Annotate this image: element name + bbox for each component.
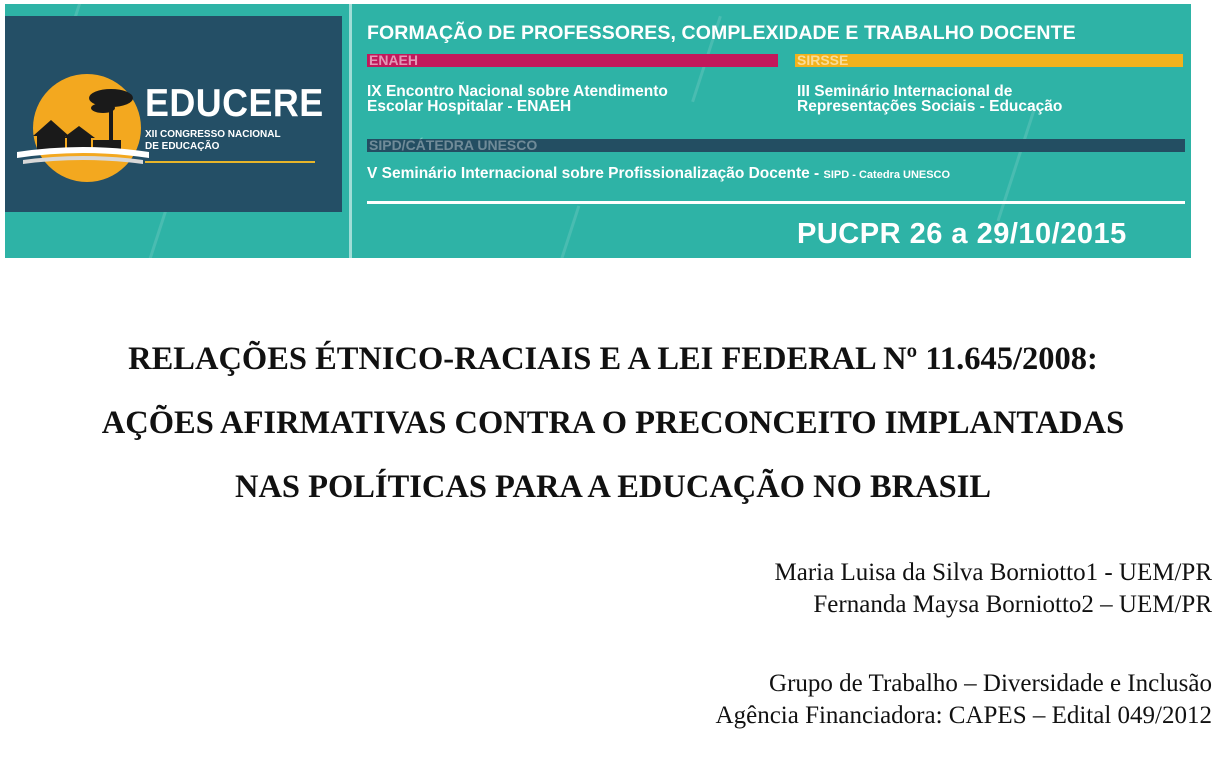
enaeh-bar [367, 54, 778, 67]
event-banner [5, 4, 1191, 258]
sipd-bar [367, 139, 1185, 152]
enaeh-line2: Escolar Hospitalar - ENAEH [367, 98, 572, 115]
banner-divider [349, 4, 352, 258]
title-line1: RELAÇÕES ÉTNICO-RACIAIS E A LEI FEDERAL Nº 11.645/2008: [128, 341, 1098, 377]
paper-title [0, 327, 1226, 519]
author-line: Fernanda Maysa Borniotto2 – UEM/PR [813, 591, 1212, 618]
sipd-line-main: V Seminário Internacional sobre Profissionalização Docente - [367, 165, 824, 182]
sirsse-line2: Representações Sociais - Educação [797, 98, 1063, 115]
title-line2: AÇÕES AFIRMATIVAS CONTRA O PRECONCEITO IMPLANTADAS [101, 405, 1125, 441]
decorative-streak [553, 205, 581, 258]
sipd-description [367, 166, 950, 182]
decorative-streak [997, 106, 1037, 221]
enaeh-label: ENAEH [369, 52, 419, 68]
working-group-info [412, 668, 1212, 732]
event-date: PUCPR 26 a 29/10/2015 [797, 218, 1127, 250]
title-line3: NAS POLÍTICAS PARA A EDUCAÇÃO NO BRASIL [234, 469, 992, 505]
sipd-label: SIPD/CÁTEDRA UNESCO [369, 137, 538, 153]
educere-subtitle-line2: DE EDUCAÇÃO [145, 141, 220, 152]
logo-underline [145, 161, 315, 163]
educere-subtitle-line1: XII CONGRESSO NACIONAL [145, 129, 281, 140]
sirsse-bar [795, 54, 1183, 67]
enaeh-line1: IX Encontro Nacional sobre Atendimento [367, 83, 668, 100]
educere-logo-panel [5, 16, 342, 212]
sirsse-description [797, 84, 1062, 114]
sirsse-label: SIRSSE [797, 52, 849, 68]
author-list [412, 557, 1212, 621]
working-group: Grupo de Trabalho – Diversidade e Inclusão [769, 670, 1212, 697]
banner-heading: FORMAÇÃO DE PROFESSORES, COMPLEXIDADE E TRABALHO DOCENTE [367, 22, 1076, 44]
enaeh-description [367, 84, 668, 114]
funding-agency: Agência Financiadora: CAPES – Edital 049/2012 [715, 702, 1212, 729]
sipd-line-small: SIPD - Catedra UNESCO [823, 169, 951, 181]
banner-rule [367, 201, 1185, 204]
educere-logo-title: EDUCERE [145, 82, 324, 125]
landscape-logo-icon [13, 76, 153, 176]
sirsse-line1: III Seminário Internacional de [797, 83, 1013, 100]
educere-logo-subtitle [145, 129, 335, 153]
author-line: Maria Luisa da Silva Borniotto1 - UEM/PR [774, 559, 1212, 586]
